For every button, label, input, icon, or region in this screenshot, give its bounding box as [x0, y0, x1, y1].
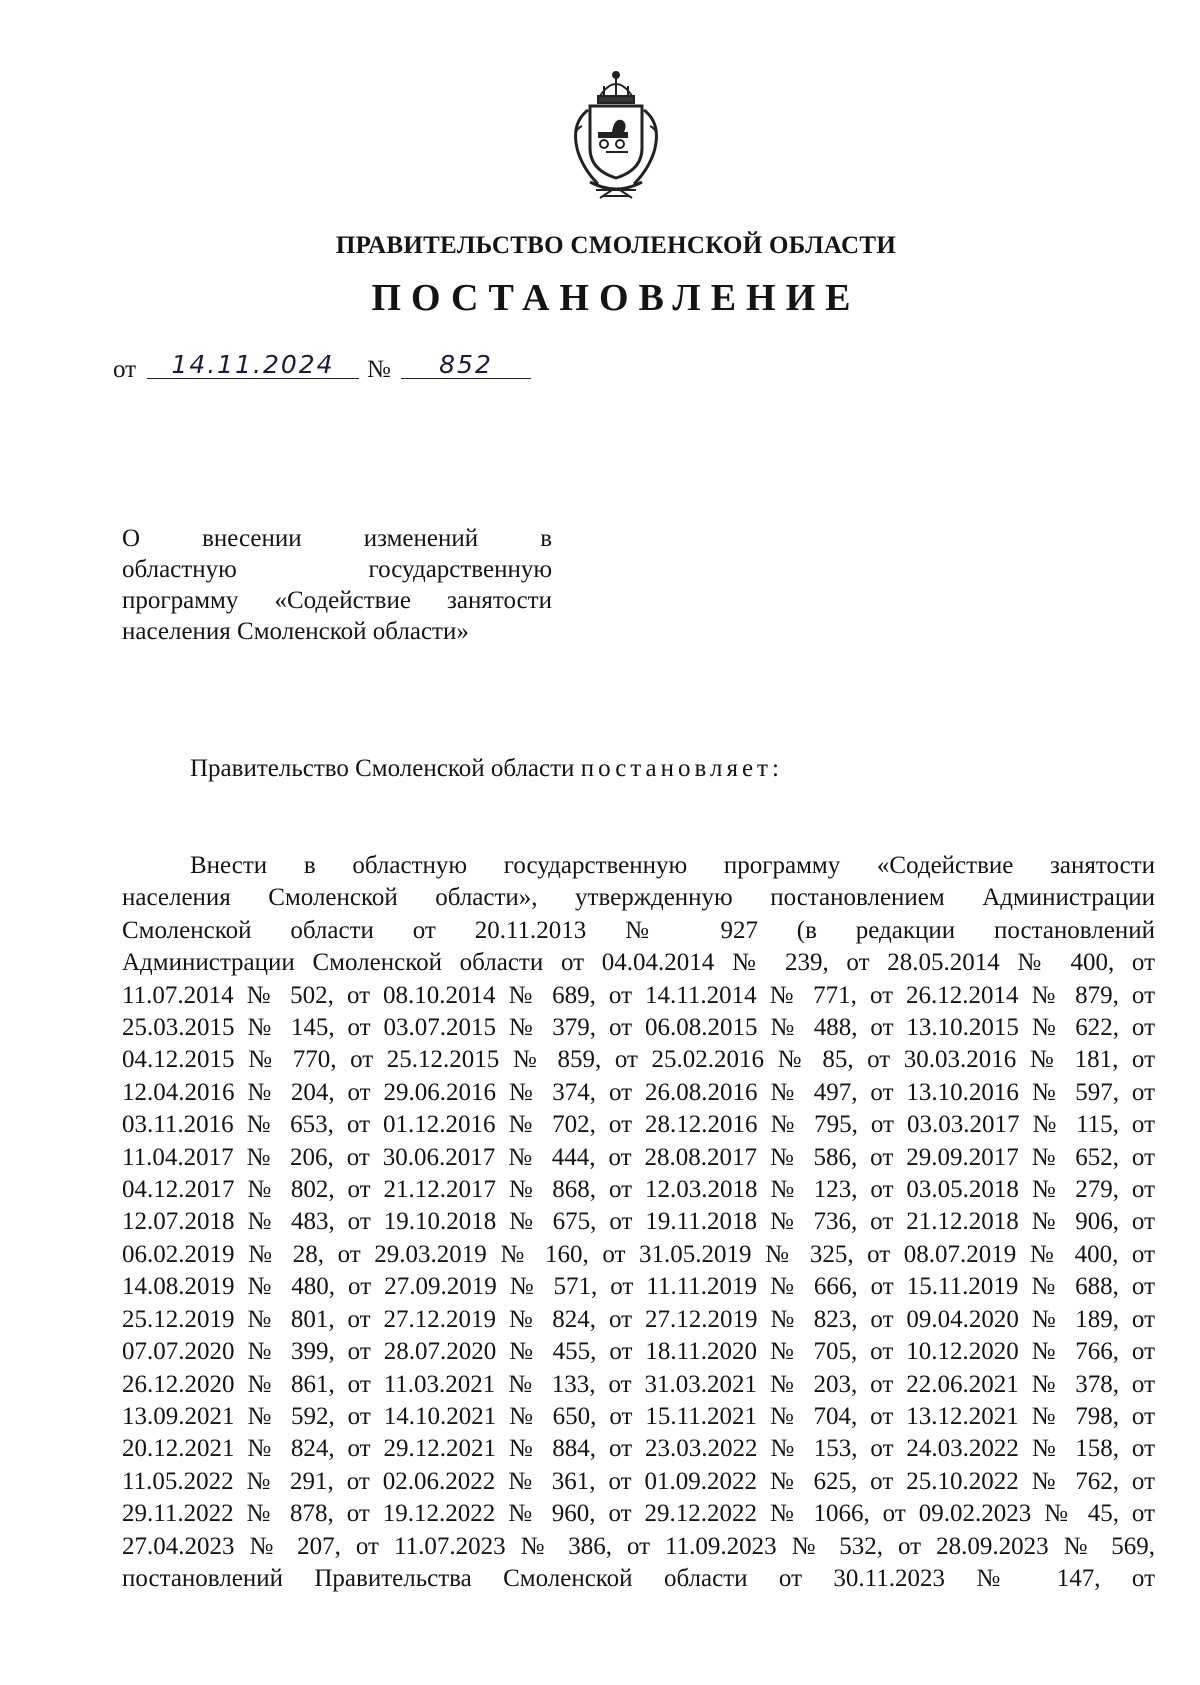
body-line: 14.08.2019 № 480, от 27.09.2019 № 571, от 11.11.2019 № 666, от 15.11.2019 № 688, от — [122, 1273, 1155, 1301]
subject-line: областную государственную — [122, 556, 552, 583]
number-prefix: № — [367, 356, 391, 383]
subject-line: О внесении изменений в — [122, 525, 552, 552]
body-line: населения Смоленской области», утвержденную постановлением Администрации — [122, 884, 1155, 912]
body-line: 13.09.2021 № 592, от 14.10.2021 № 650, от 15.11.2021 № 704, от 13.12.2021 № 798, от — [122, 1402, 1155, 1430]
body-line: постановлений Правительства Смоленской области от 30.11.2023 № 147, от — [122, 1564, 1155, 1592]
body-line: 25.12.2019 № 801, от 27.12.2019 № 824, от 27.12.2019 № 823, от 09.04.2020 № 189, от — [122, 1305, 1155, 1333]
subject-line: населения Смоленской области» — [122, 618, 469, 645]
government-title: ПРАВИТЕЛЬСТВО СМОЛЕНСКОЙ ОБЛАСТИ — [335, 232, 897, 259]
body-line: 04.12.2015 № 770, от 25.12.2015 № 859, от 25.02.2016 № 85, от 30.03.2016 № 181, от — [122, 1046, 1155, 1074]
body-line: 20.12.2021 № 824, от 29.12.2021 № 884, от 23.03.2022 № 153, от 24.03.2022 № 158, от — [122, 1435, 1155, 1463]
body-line: 07.07.2020 № 399, от 28.07.2020 № 455, от 18.11.2020 № 705, от 10.12.2020 № 766, от — [122, 1338, 1155, 1366]
body-line: 26.12.2020 № 861, от 11.03.2021 № 133, от 31.03.2021 № 203, от 22.06.2021 № 378, от — [122, 1370, 1155, 1398]
resolution-verb: постановляет: — [580, 755, 783, 782]
resolution-subject: Правительство Смоленской области — [190, 755, 575, 782]
subject-line: программу «Содействие занятости — [122, 587, 552, 614]
date-value-handwritten: 14.11.2024 — [147, 350, 359, 379]
body-line: 03.11.2016 № 653, от 01.12.2016 № 702, от 28.12.2016 № 795, от 03.03.2017 № 115, от — [122, 1111, 1155, 1139]
body-paragraph — [122, 850, 1155, 1595]
body-line: 25.03.2015 № 145, от 03.07.2015 № 379, от 06.08.2015 № 488, от 13.10.2015 № 622, от — [122, 1014, 1155, 1042]
body-line: 12.04.2016 № 204, от 29.06.2016 № 374, от 26.08.2016 № 497, от 13.10.2016 № 597, от — [122, 1078, 1155, 1106]
body-line: Смоленской области от 20.11.2013 № 927 (в редакции постановлений — [122, 916, 1155, 944]
body-line: 27.04.2023 № 207, от 11.07.2023 № 386, от 11.09.2023 № 532, от 28.09.2023 № 569, — [122, 1532, 1155, 1560]
body-line: 12.07.2018 № 483, от 19.10.2018 № 675, от 19.11.2018 № 736, от 21.12.2018 № 906, от — [122, 1208, 1155, 1236]
body-line: 06.02.2019 № 28, от 29.03.2019 № 160, от 31.05.2019 № 325, от 08.07.2019 № 400, от — [122, 1240, 1155, 1268]
body-line: 11.05.2022 № 291, от 02.06.2022 № 361, от 01.09.2022 № 625, от 25.10.2022 № 762, от — [122, 1467, 1155, 1495]
document-type-title: ПОСТАНОВЛЕНИЕ — [371, 277, 861, 319]
body-line: 11.04.2017 № 206, от 30.06.2017 № 444, от 28.08.2017 № 586, от 29.09.2017 № 652, от — [122, 1143, 1155, 1171]
body-line: Внести в областную государственную программу «Содействие занятости — [190, 852, 1155, 879]
body-line: Администрации Смоленской области от 04.04.2014 № 239, от 28.05.2014 № 400, от — [122, 949, 1155, 977]
body-line: 29.11.2022 № 878, от 19.12.2022 № 960, от 29.12.2022 № 1066, от 09.02.2023 № 45, от — [122, 1500, 1155, 1528]
body-line: 11.07.2014 № 502, от 08.10.2014 № 689, от 14.11.2014 № 771, от 26.12.2014 № 879, от — [122, 981, 1155, 1009]
number-value-handwritten: 852 — [401, 350, 531, 379]
document-subject — [122, 523, 552, 647]
date-prefix: от — [113, 356, 137, 383]
body-line: 04.12.2017 № 802, от 21.12.2017 № 868, от 12.03.2018 № 123, от 03.05.2018 № 279, от — [122, 1176, 1155, 1204]
date-number-line — [113, 350, 613, 383]
coat-of-arms-emblem — [556, 66, 676, 206]
resolution-clause — [190, 755, 783, 783]
